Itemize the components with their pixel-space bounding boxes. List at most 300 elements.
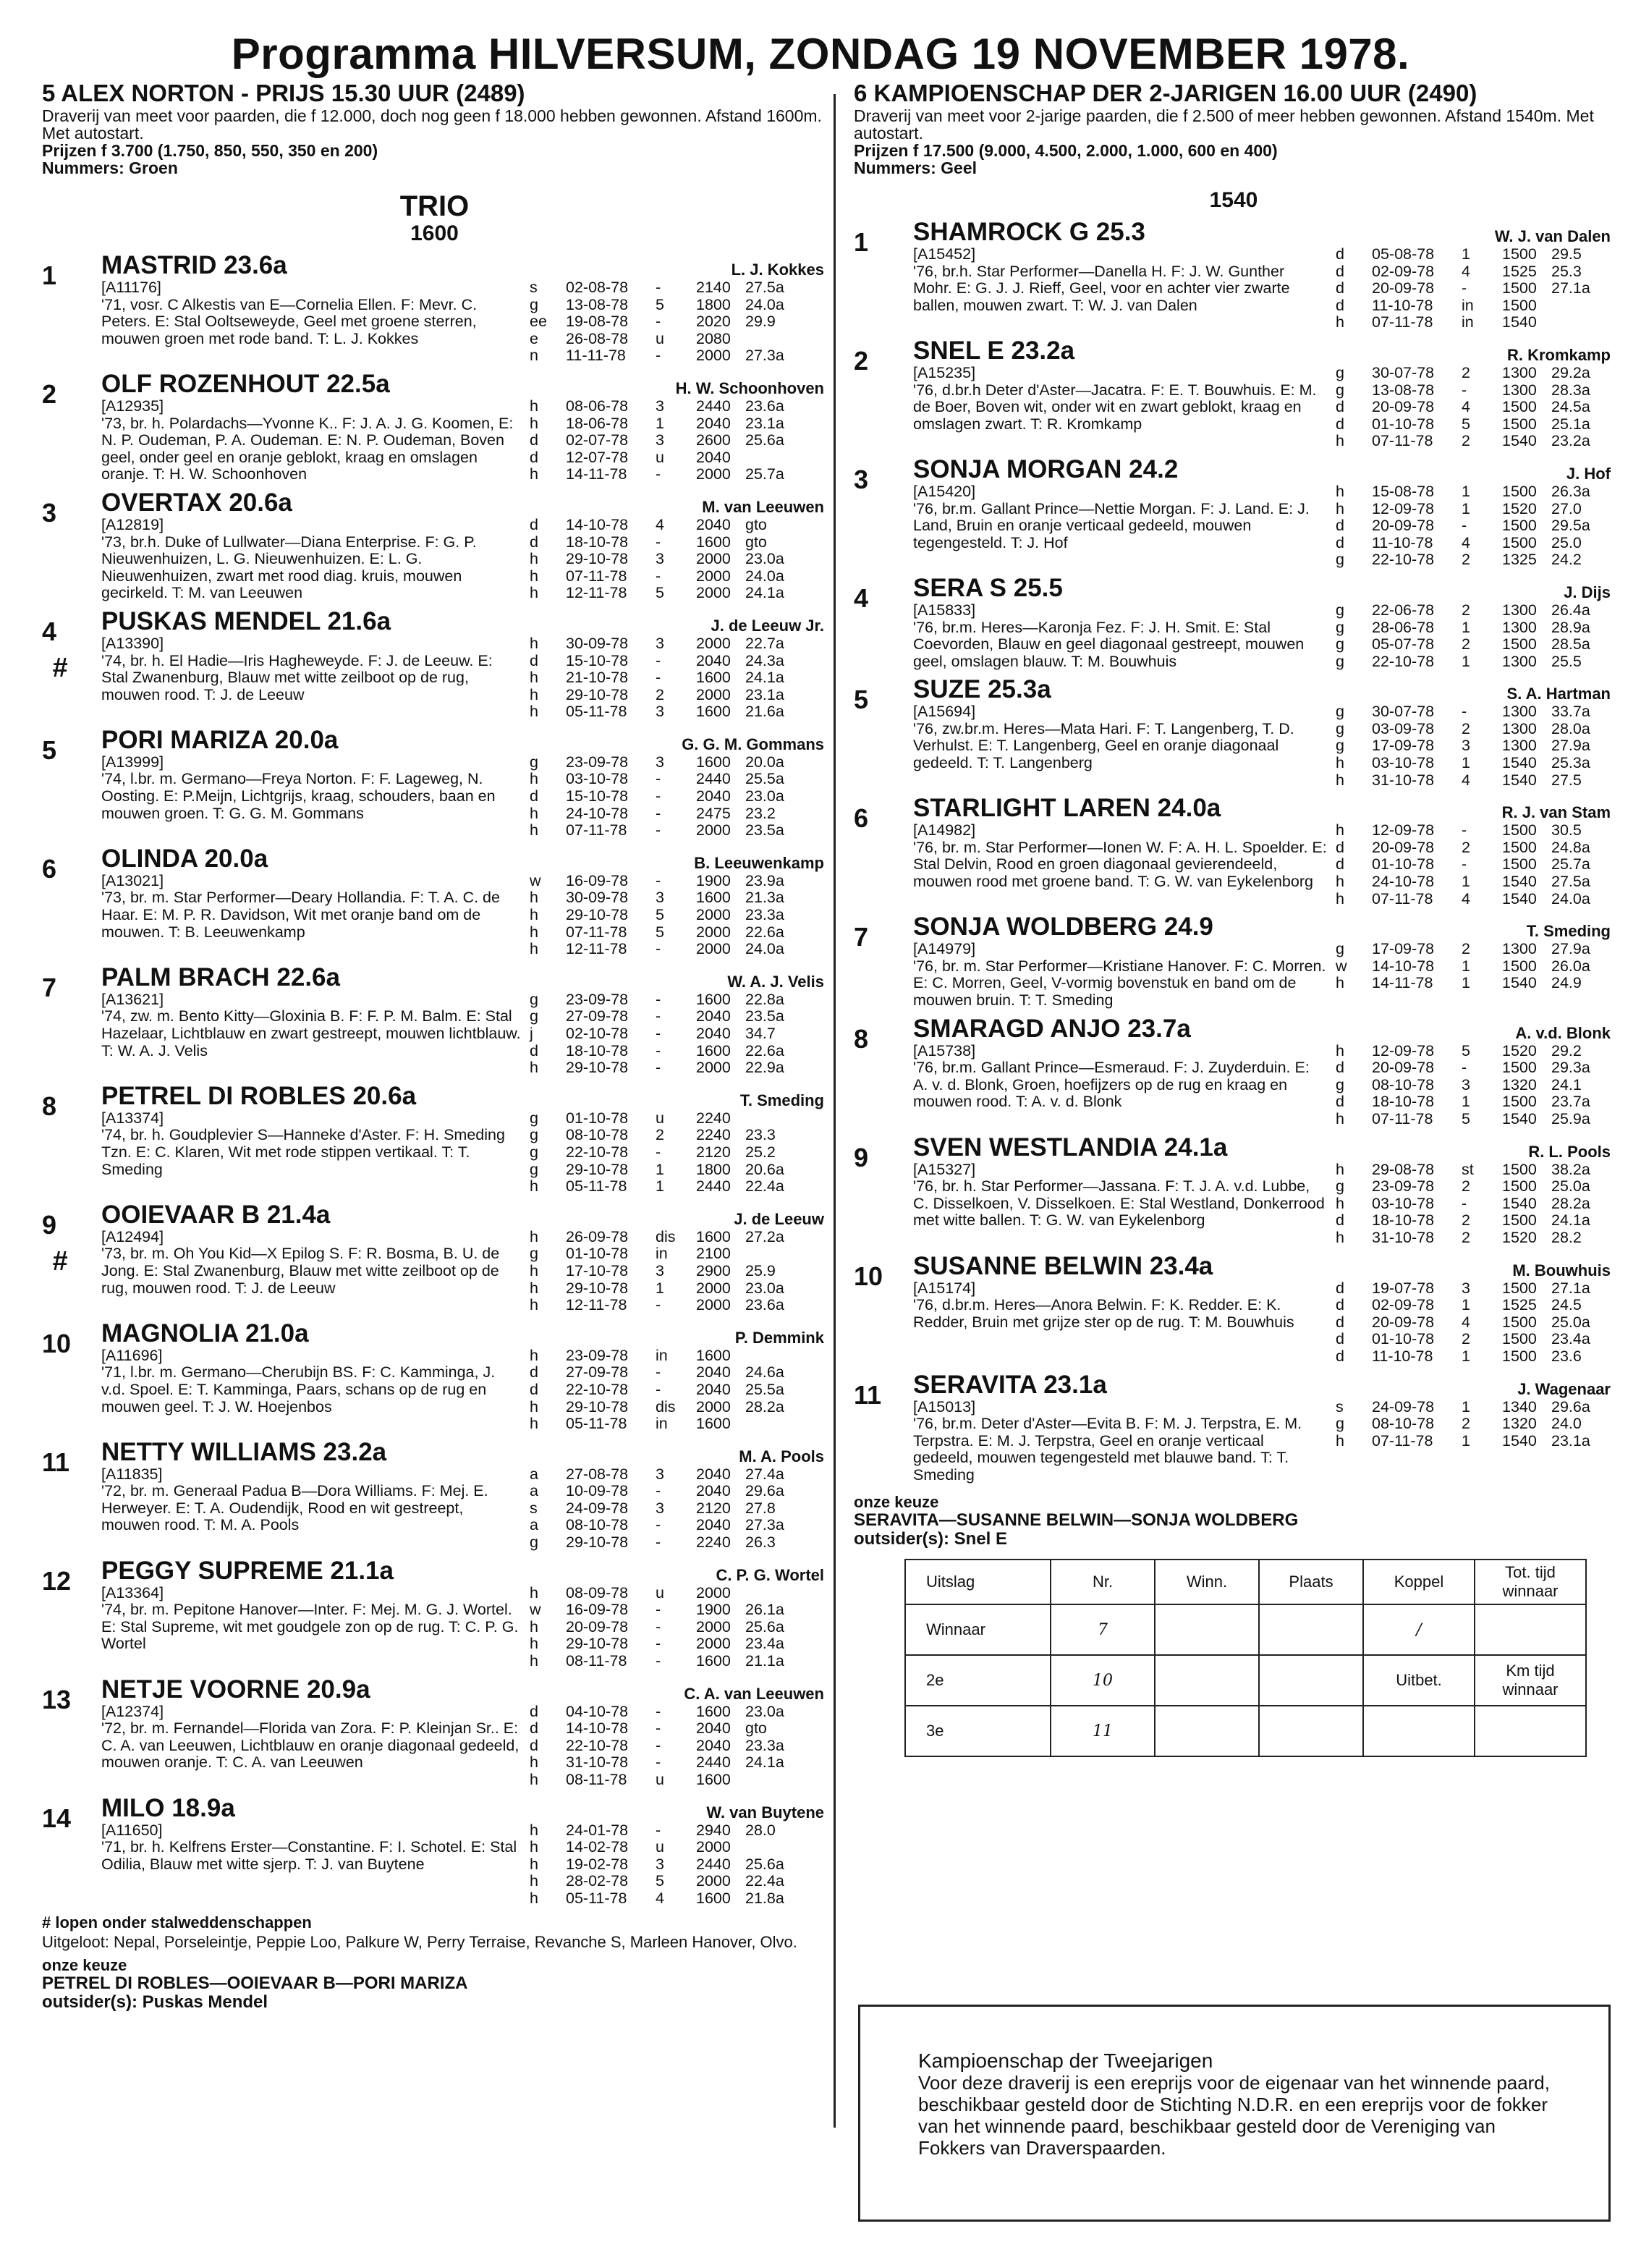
date: 10-09-78 — [566, 1482, 629, 1500]
date: 12-09-78 — [1372, 1041, 1435, 1059]
distance: 1300 — [1502, 618, 1537, 636]
distance: 1320 — [1502, 1075, 1537, 1093]
date: 19-08-78 — [566, 313, 629, 331]
horse-code: [A13999] — [101, 753, 164, 771]
distance: 1500 — [1502, 482, 1537, 500]
place: 4 — [1462, 889, 1470, 907]
place: 3 — [1462, 1279, 1470, 1297]
place: - — [656, 347, 661, 365]
horse-entry — [854, 1371, 1614, 1484]
horse-name: SONJA MORGAN 24.2 — [913, 454, 1179, 483]
date: 21-10-78 — [566, 669, 629, 687]
recent-results — [521, 635, 827, 721]
result-row — [1336, 822, 1614, 839]
place: 3 — [656, 1499, 664, 1517]
track: g — [530, 1533, 538, 1552]
race-prizes: Prijzen f 17.500 (9.000, 4.500, 2.000, 1.000, 600 en 400) — [854, 141, 1278, 160]
date: 20-09-78 — [1372, 279, 1435, 297]
km-time — [745, 1416, 796, 1433]
horse-code: [A15738] — [913, 1041, 976, 1059]
km-time: 24.0a — [745, 940, 784, 958]
entry-number: 10 — [854, 1261, 883, 1291]
horse-code: [A15420] — [913, 482, 976, 500]
track: g — [1336, 551, 1344, 569]
horse-description — [101, 754, 521, 839]
result-row — [530, 415, 827, 433]
place: 1 — [1462, 1093, 1470, 1111]
horse-code: [A12935] — [101, 397, 164, 415]
place: - — [656, 1652, 661, 1670]
entry-body — [101, 1083, 827, 1196]
driver-name: R. L. Pools — [1528, 1142, 1611, 1161]
horse-entry — [854, 1253, 1614, 1366]
track: g — [530, 295, 538, 313]
date: 11-10-78 — [1372, 1347, 1433, 1365]
place: 2 — [1462, 719, 1470, 737]
distance: 1500 — [1502, 1330, 1537, 1348]
date: 23-09-78 — [566, 1346, 629, 1364]
place: st — [1462, 1160, 1474, 1178]
date: 08-11-78 — [566, 1771, 627, 1788]
horse-entry — [42, 1320, 827, 1433]
result-row — [530, 279, 827, 297]
horse-name: OVERTAX 20.6a — [101, 488, 292, 517]
race-6-column — [854, 81, 1614, 1757]
page-title: Programma HILVERSUM, ZONDAG 19 NOVEMBER 1978. — [231, 30, 1410, 78]
place: 4 — [656, 1889, 664, 1907]
entry-number: 4 — [854, 583, 869, 613]
horse-name: SNEL E 23.2a — [913, 336, 1075, 365]
horse-description — [101, 873, 521, 958]
header-koppel: Koppel — [1363, 1560, 1475, 1604]
distance: 1600 — [696, 1415, 731, 1433]
distance: 2000 — [696, 1059, 731, 1077]
race-distance: 1600 — [410, 221, 459, 245]
entry-number: 5 — [42, 735, 57, 765]
result-row — [530, 1399, 827, 1416]
row-3e: 3e — [905, 1706, 1051, 1756]
entry-number: 8 — [854, 1023, 869, 1054]
entry-body — [913, 337, 1614, 450]
distance: 2000 — [696, 1397, 731, 1416]
track: h — [530, 397, 538, 415]
result-row — [1336, 958, 1614, 976]
entry-number: 6 — [854, 803, 869, 834]
date: 22-10-78 — [566, 1143, 629, 1161]
date: 05-11-78 — [566, 1415, 627, 1433]
distance: 1300 — [1502, 381, 1537, 399]
horse-code: [A11650] — [101, 1821, 163, 1839]
track: d — [530, 533, 538, 551]
date: 18-10-78 — [566, 1041, 629, 1059]
driver-name: W. van Buytene — [706, 1803, 824, 1821]
row-2e: 2e — [905, 1655, 1051, 1706]
horse-entry — [42, 1557, 827, 1670]
entry-body — [913, 1371, 1614, 1484]
date: 07-11-78 — [1372, 313, 1433, 331]
recent-results — [1327, 1043, 1614, 1128]
result-row — [530, 822, 827, 839]
result-row — [1336, 1161, 1614, 1179]
distance: 1500 — [1502, 957, 1537, 975]
date: 01-10-78 — [1372, 415, 1435, 433]
result-row — [1336, 1196, 1614, 1213]
place: 1 — [1462, 499, 1470, 517]
km-time: 28.5a — [1551, 635, 1590, 653]
entry-number: 1 — [42, 261, 57, 290]
track: h — [530, 669, 538, 687]
date: 12-09-78 — [1372, 821, 1435, 839]
track: g — [1336, 1415, 1344, 1433]
distance: 1800 — [696, 1160, 731, 1178]
track: d — [1336, 1313, 1344, 1331]
date: 24-10-78 — [1372, 873, 1435, 891]
result-row — [530, 1263, 827, 1280]
km-time: 23.6a — [745, 1296, 784, 1314]
track: h — [530, 1635, 538, 1653]
recent-results — [1327, 703, 1614, 789]
horse-entry — [854, 575, 1614, 670]
track: d — [530, 651, 538, 669]
date: 29-10-78 — [566, 1160, 629, 1178]
our-choice: SERAVITA—SUSANNE BELWIN—SONJA WOLDBERG — [854, 1510, 1299, 1531]
distance: 2440 — [696, 1177, 731, 1196]
track: s — [1336, 1397, 1344, 1416]
horse-code: [A15694] — [913, 703, 976, 721]
result-row — [530, 432, 827, 449]
distance: 1340 — [1502, 1397, 1537, 1416]
distance: 2475 — [696, 804, 731, 822]
entry-body — [913, 1134, 1614, 1247]
track: d — [530, 787, 538, 805]
place: - — [656, 533, 661, 551]
km-time: 28.0a — [1551, 719, 1590, 737]
recent-results — [1327, 1280, 1614, 1366]
date: 26-08-78 — [566, 329, 629, 347]
track: g — [1336, 635, 1344, 653]
result-row — [530, 1466, 827, 1484]
place: - — [656, 990, 661, 1008]
track: h — [1336, 1041, 1344, 1059]
horse-code: [A13374] — [101, 1109, 164, 1127]
entry-body — [913, 456, 1614, 569]
km-time: 25.3a — [1551, 754, 1590, 772]
km-time: 29.6a — [1551, 1397, 1590, 1416]
track: d — [530, 1702, 538, 1720]
result-row — [530, 1161, 827, 1179]
horse-code: [A15327] — [913, 1160, 976, 1178]
entry-number: 11 — [854, 1379, 882, 1410]
result-row — [530, 1890, 827, 1908]
km-time: 23.0a — [745, 550, 784, 568]
date: 30-09-78 — [566, 889, 629, 907]
place: 1 — [1462, 1397, 1470, 1416]
pedigree-owner-text: '73, br.h. Duke of Lullwater—Diana Enterprise. F: G. P. Nieuwenhuizen, L. G. Nieuwenhuizen. E: L. G. Nieuwenhuizen, zwart met rood diag. kruis, mouwen gecirkeld. T: M. van Leeuwen — [101, 533, 477, 602]
date: 31-10-78 — [1372, 1228, 1435, 1246]
date: 13-08-78 — [566, 295, 629, 313]
km-time: 29.5 — [1551, 245, 1582, 263]
place: 1 — [1462, 1296, 1470, 1314]
row-winnaar: Winnaar — [905, 1604, 1051, 1655]
track: d — [530, 515, 538, 533]
place: 1 — [1462, 1431, 1470, 1450]
place: - — [1462, 1059, 1467, 1077]
km-time: 27.9a — [1551, 940, 1590, 958]
distance: 2040 — [696, 1380, 731, 1398]
result-row — [530, 1772, 827, 1789]
distance: 2440 — [696, 397, 731, 415]
result-row — [530, 889, 827, 907]
place: 3 — [656, 634, 664, 652]
horse-description — [913, 365, 1327, 450]
result-row — [530, 347, 827, 365]
date: 29-10-78 — [566, 1279, 629, 1297]
date: 03-10-78 — [1372, 754, 1435, 772]
km-time: 23.6a — [745, 397, 784, 415]
horse-name: PALM BRACH 22.6a — [101, 962, 340, 991]
place: 3 — [656, 1261, 664, 1279]
date: 13-08-78 — [1372, 381, 1435, 399]
result-row — [1336, 602, 1614, 619]
result-row — [1336, 1314, 1614, 1332]
cell — [1475, 1706, 1586, 1756]
date: 20-09-78 — [1372, 838, 1435, 856]
track: d — [530, 1736, 538, 1754]
date: 27-09-78 — [566, 1007, 629, 1025]
date: 17-09-78 — [1372, 737, 1435, 755]
track: h — [530, 584, 538, 602]
track: h — [530, 1753, 538, 1772]
horse-code: [A11696] — [101, 1346, 163, 1364]
horse-description — [101, 517, 521, 602]
result-row — [1336, 483, 1614, 501]
track: h — [530, 1177, 538, 1196]
place: in — [656, 1346, 668, 1364]
track: d — [530, 1719, 538, 1738]
place: dis — [656, 1397, 676, 1416]
place: 1 — [1462, 652, 1470, 670]
result-row — [530, 1245, 827, 1263]
distance: 1500 — [1502, 838, 1537, 856]
horse-entry — [42, 489, 827, 602]
km-time: 25.5a — [745, 770, 784, 788]
date: 12-11-78 — [566, 940, 627, 958]
km-time: 28.9a — [1551, 618, 1590, 636]
horse-name: SUZE 25.3a — [913, 675, 1051, 704]
place: 1 — [1462, 245, 1470, 263]
date: 15-10-78 — [566, 787, 629, 805]
distance: 2940 — [696, 1821, 731, 1839]
track: g — [530, 1126, 538, 1144]
result-row — [530, 1297, 827, 1314]
track: h — [530, 1889, 538, 1907]
km-time: 27.4a — [745, 1465, 784, 1483]
distance: 2000 — [696, 584, 731, 602]
date: 08-09-78 — [566, 1583, 629, 1601]
place: - — [656, 1617, 661, 1636]
track: h — [530, 1583, 538, 1601]
entry-list — [42, 252, 827, 1908]
track: g — [1336, 381, 1344, 399]
horse-name: SERAVITA 23.1a — [913, 1370, 1107, 1399]
date: 30-07-78 — [1372, 363, 1435, 381]
distance: 2040 — [696, 1363, 731, 1381]
date: 29-10-78 — [566, 1059, 629, 1077]
place: 5 — [1462, 1041, 1470, 1059]
track: h — [1336, 482, 1344, 500]
track: g — [1336, 363, 1344, 381]
result-row — [530, 466, 827, 483]
horse-code: [A11176] — [101, 279, 161, 296]
distance: 1500 — [1502, 1160, 1537, 1178]
result-row — [530, 551, 827, 568]
result-row — [1336, 382, 1614, 399]
horse-entry — [854, 1134, 1614, 1247]
date: 05-11-78 — [566, 1889, 627, 1907]
place: 4 — [1462, 771, 1470, 789]
distance: 1600 — [696, 1702, 731, 1720]
track: e — [530, 329, 538, 347]
km-time: 27.3a — [745, 347, 784, 365]
place: 5 — [656, 584, 664, 602]
distance: 1540 — [1502, 1194, 1537, 1212]
pedigree-owner-text: '73, br. h. Polardachs—Yvonne K.. F: J. A. J. G. Koomen, E: N. P. Oudeman, P. A. Oudeman. E: N. P. Oudeman, Boven geel, onder geel en oranje geblokt, kraag en omslagen oranje. T: H. W. Schoonhoven — [101, 414, 514, 483]
distance: 1500 — [1502, 1279, 1537, 1297]
horse-description — [913, 1043, 1327, 1128]
recent-results — [521, 1585, 827, 1670]
km-time: 28.3a — [1551, 381, 1590, 399]
km-time: 27.8 — [745, 1499, 776, 1517]
driver-name: J. Wagenaar — [1517, 1379, 1611, 1398]
km-time: 21.8a — [745, 1889, 784, 1907]
place: 2 — [1462, 432, 1470, 450]
result-row — [530, 517, 827, 534]
driver-name: L. J. Kokkes — [731, 261, 824, 279]
result-row — [530, 669, 827, 687]
date: 22-10-78 — [1372, 652, 1435, 670]
pedigree-owner-text: '76, br.m. Deter d'Aster—Evita B. F: M. J. Terpstra, E. M. Terpstra. E: M. J. Terpstra, Geel en oranje verticaal gedeeld, mouwen tegengesteld met blauwe band. T: T. Smeding — [913, 1415, 1302, 1484]
km-time: 22.6a — [745, 1041, 784, 1059]
result-row — [530, 991, 827, 1009]
place: - — [656, 1533, 661, 1552]
date: 07-11-78 — [566, 923, 627, 941]
result-row — [530, 788, 827, 805]
place: - — [656, 1007, 661, 1025]
distance: 1600 — [696, 1652, 731, 1670]
track: h — [530, 1415, 538, 1433]
result-row — [1336, 1399, 1614, 1416]
date: 07-11-78 — [1372, 889, 1433, 907]
distance: 1600 — [696, 753, 731, 771]
km-time — [745, 331, 796, 348]
pedigree-owner-text: '76, br. m. Star Performer—Ionen W. F: A. H. L. Spoelder. E: Stal Delvin, Rood en groen diagonaal gevierendeeld, mouwen rood met groene band. T: G. W. van Eykelenborg — [913, 838, 1327, 891]
result-row — [530, 754, 827, 771]
km-time: 23.1a — [1551, 1431, 1590, 1450]
distance: 2600 — [696, 431, 731, 449]
horse-description — [101, 635, 521, 721]
driver-name: M. A. Pools — [739, 1447, 824, 1465]
place: 5 — [656, 923, 664, 941]
track: h — [530, 1346, 538, 1364]
driver-name: W. J. van Dalen — [1494, 227, 1611, 245]
pedigree-owner-text: '74, zw. m. Bento Kitty—Gloxinia B. F: F. P. M. Balm. E: Stal Hazelaar, Lichtblauw en zwart gestreept, mouwen lichtblauw. T: W. A. J. Velis — [101, 1007, 521, 1059]
km-time: 26.0a — [1551, 957, 1590, 975]
date: 30-07-78 — [1372, 703, 1435, 721]
place: - — [656, 1041, 661, 1059]
recent-results — [1327, 822, 1614, 907]
km-time: 25.2 — [745, 1143, 776, 1161]
horse-description — [913, 1399, 1327, 1484]
horse-description — [101, 1585, 521, 1670]
place: - — [656, 1753, 661, 1772]
place: 5 — [1462, 1109, 1470, 1127]
result-row — [530, 1229, 827, 1246]
date: 08-10-78 — [566, 1516, 629, 1534]
distance: 2000 — [696, 821, 731, 839]
result-row — [530, 1416, 827, 1433]
track: s — [530, 1499, 538, 1517]
result-row — [1336, 1297, 1614, 1314]
track: h — [530, 1059, 538, 1077]
distance: 2000 — [696, 685, 731, 703]
horse-entry — [42, 1083, 827, 1196]
track: h — [1336, 873, 1344, 891]
place: 3 — [656, 889, 664, 907]
result-row — [530, 1381, 827, 1399]
track: n — [530, 347, 538, 365]
entry-body — [101, 1795, 827, 1908]
stable-mark: # — [52, 652, 68, 683]
km-time: 22.9a — [745, 1059, 784, 1077]
cell — [1259, 1706, 1363, 1756]
handwritten-koppel: / — [1363, 1604, 1475, 1655]
pedigree-owner-text: '74, br. h. Goudplevier S—Hanneke d'Aster. F: H. Smeding Tzn. E: C. Klaren, Wit met rode stippen vertikaal. T: T. Smeding — [101, 1126, 505, 1178]
result-row — [530, 873, 827, 890]
uitbet-label: Uitbet. — [1363, 1655, 1475, 1706]
date: 12-11-78 — [566, 584, 627, 602]
result-row — [530, 941, 827, 958]
track: d — [1336, 398, 1344, 416]
track: ee — [530, 313, 547, 331]
date: 30-09-78 — [566, 634, 629, 652]
km-time: 21.3a — [745, 889, 784, 907]
result-row — [1336, 1348, 1614, 1366]
horse-entry — [42, 845, 827, 958]
result-row — [1336, 772, 1614, 790]
horse-code: [A13390] — [101, 634, 164, 652]
place: 5 — [1462, 415, 1470, 433]
track: h — [1336, 313, 1344, 331]
outsider: outsider(s): Puskas Mendel — [42, 1992, 268, 2012]
horse-entry — [42, 964, 827, 1077]
recent-results — [521, 754, 827, 839]
place: - — [1462, 517, 1467, 535]
km-time: 25.0a — [1551, 1313, 1590, 1331]
date: 22-10-78 — [1372, 551, 1435, 569]
distance: 1300 — [1502, 601, 1537, 619]
entry-body — [101, 1320, 827, 1433]
driver-name: G. G. M. Gommans — [682, 735, 824, 753]
place: - — [656, 1736, 661, 1754]
track: h — [530, 550, 538, 568]
km-time: 22.8a — [745, 990, 784, 1008]
km-time: 27.1a — [1551, 1279, 1590, 1297]
result-row — [530, 1347, 827, 1365]
date: 31-10-78 — [566, 1753, 629, 1772]
track: h — [530, 1821, 538, 1839]
km-time — [745, 1772, 796, 1789]
distance: 1500 — [1502, 517, 1537, 535]
